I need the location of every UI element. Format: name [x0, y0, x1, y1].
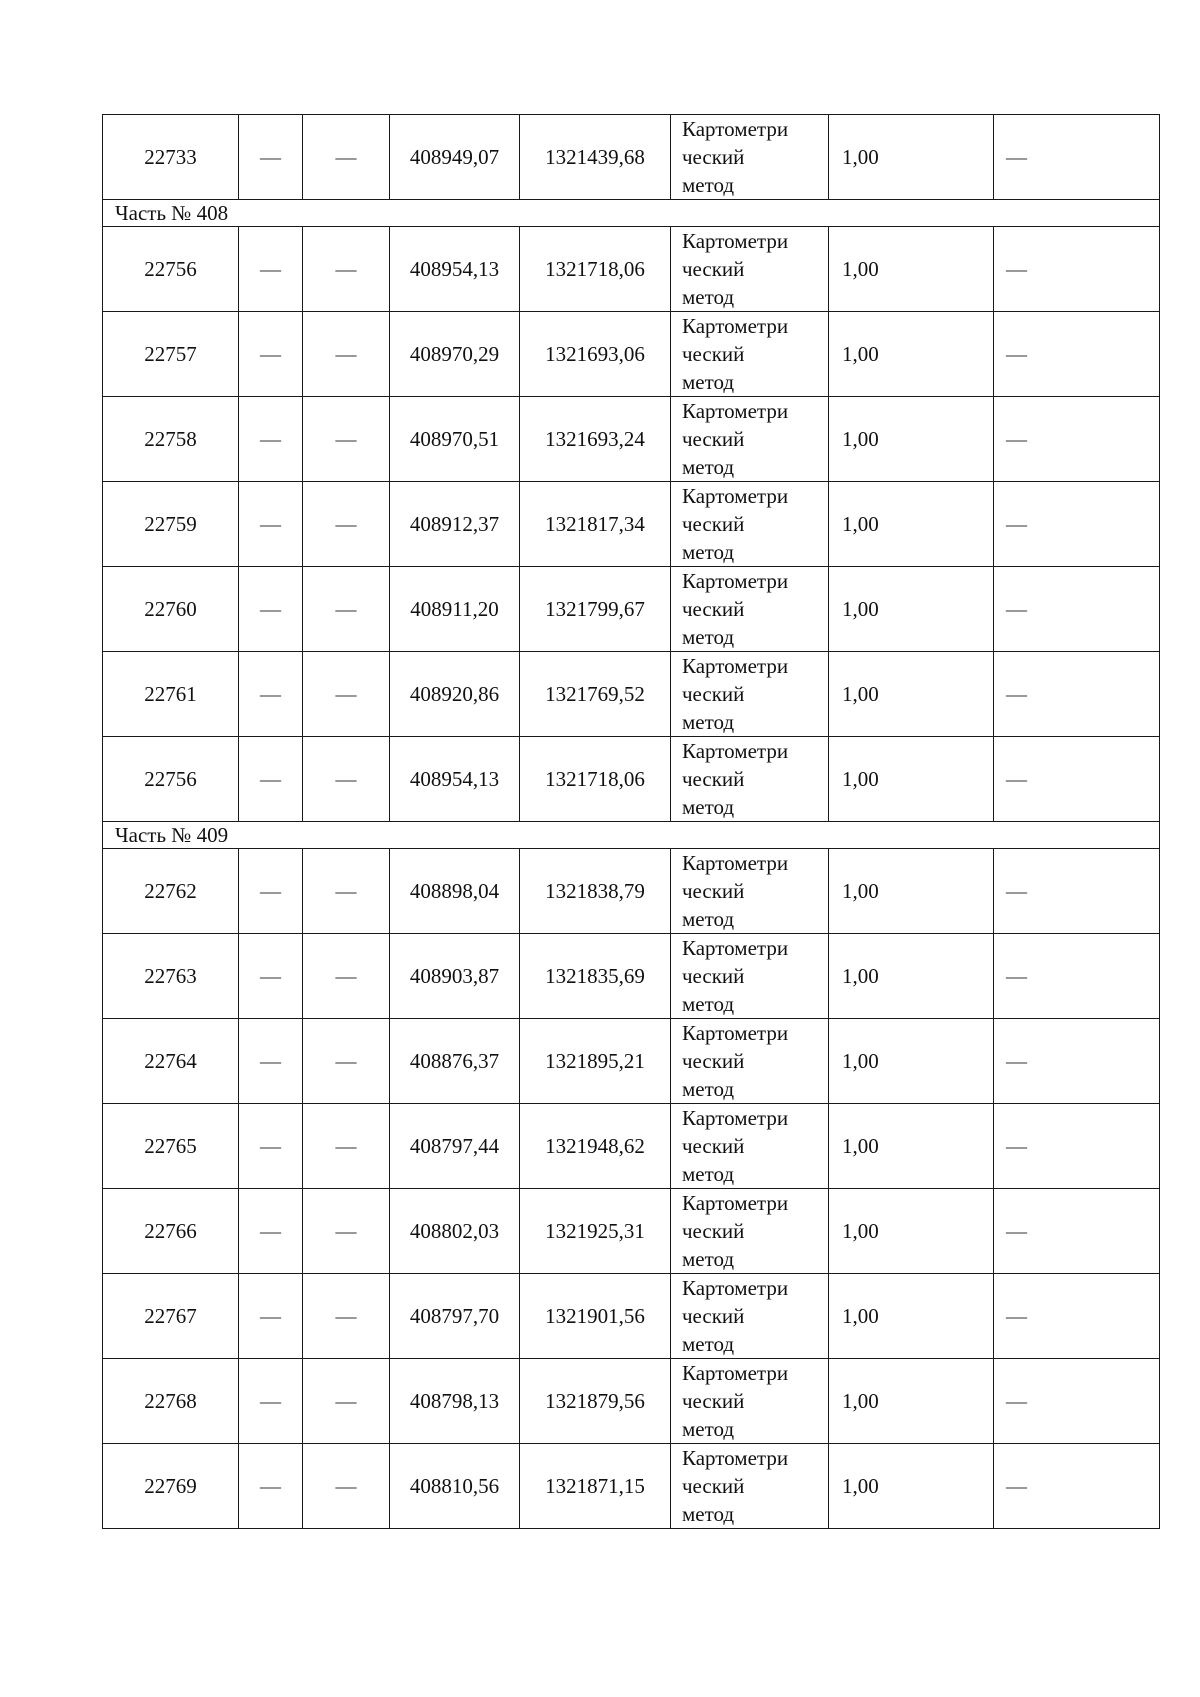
point-number-cell: 22765 [103, 1104, 239, 1189]
part-label: Часть № 408 [103, 200, 1160, 227]
point-number-cell: 22769 [103, 1444, 239, 1529]
method-line: ческий [682, 257, 745, 281]
method-line: метод [682, 795, 735, 819]
method-cell [671, 115, 829, 200]
method-line: метод [682, 285, 735, 309]
table-row [103, 1274, 1160, 1359]
method-line: Картометри [682, 1361, 789, 1385]
y-coordinate-cell: 1321835,69 [520, 934, 671, 1019]
empty-value-cell: — [303, 1444, 390, 1529]
method-line: ческий [682, 512, 745, 536]
empty-value-cell: — [303, 849, 390, 934]
coordinates-table [102, 114, 1160, 1529]
y-coordinate-cell: 1321871,15 [520, 1444, 671, 1529]
method-line: метод [682, 1077, 735, 1101]
empty-value-cell: — [239, 115, 303, 200]
table-body [103, 115, 1160, 1529]
method-line: ческий [682, 767, 745, 791]
empty-value-cell: — [303, 312, 390, 397]
empty-value-cell: — [303, 652, 390, 737]
method-line: метод [682, 370, 735, 394]
empty-value-cell: — [239, 312, 303, 397]
x-coordinate-cell: 408911,20 [390, 567, 520, 652]
method-cell [671, 1359, 829, 1444]
precision-cell: 1,00 [829, 1274, 994, 1359]
empty-value-cell: — [239, 1019, 303, 1104]
precision-cell: 1,00 [829, 1359, 994, 1444]
method-line: Картометри [682, 314, 789, 338]
x-coordinate-cell: 408970,29 [390, 312, 520, 397]
empty-value-cell: — [239, 737, 303, 822]
precision-cell: 1,00 [829, 1189, 994, 1274]
method-line: Картометри [682, 569, 789, 593]
empty-value-cell: — [994, 1444, 1160, 1529]
empty-value-cell: — [994, 227, 1160, 312]
y-coordinate-cell: 1321879,56 [520, 1359, 671, 1444]
method-cell [671, 849, 829, 934]
point-number-cell: 22761 [103, 652, 239, 737]
empty-value-cell: — [239, 482, 303, 567]
table-row [103, 115, 1160, 200]
empty-value-cell: — [303, 397, 390, 482]
method-line: метод [682, 1502, 735, 1526]
method-line: метод [682, 455, 735, 479]
empty-value-cell: — [303, 1104, 390, 1189]
table-row [103, 1359, 1160, 1444]
empty-value-cell: — [994, 397, 1160, 482]
table-row [103, 397, 1160, 482]
method-line: Картометри [682, 654, 789, 678]
point-number-cell: 22733 [103, 115, 239, 200]
table-row [103, 482, 1160, 567]
method-line: метод [682, 173, 735, 197]
method-cell [671, 1189, 829, 1274]
method-line: Картометри [682, 851, 789, 875]
point-number-cell: 22768 [103, 1359, 239, 1444]
method-line: Картометри [682, 399, 789, 423]
empty-value-cell: — [303, 737, 390, 822]
x-coordinate-cell: 408798,13 [390, 1359, 520, 1444]
part-label: Часть № 409 [103, 822, 1160, 849]
method-line: ческий [682, 1134, 745, 1158]
method-line: ческий [682, 879, 745, 903]
method-line: метод [682, 625, 735, 649]
x-coordinate-cell: 408797,70 [390, 1274, 520, 1359]
empty-value-cell: — [303, 1019, 390, 1104]
point-number-cell: 22756 [103, 227, 239, 312]
empty-value-cell: — [994, 312, 1160, 397]
empty-value-cell: — [303, 227, 390, 312]
table-row [103, 1189, 1160, 1274]
method-cell [671, 1104, 829, 1189]
method-cell [671, 397, 829, 482]
method-cell [671, 934, 829, 1019]
point-number-cell: 22764 [103, 1019, 239, 1104]
y-coordinate-cell: 1321925,31 [520, 1189, 671, 1274]
x-coordinate-cell: 408876,37 [390, 1019, 520, 1104]
empty-value-cell: — [303, 482, 390, 567]
precision-cell: 1,00 [829, 737, 994, 822]
method-line: ческий [682, 964, 745, 988]
point-number-cell: 22756 [103, 737, 239, 822]
method-line: Картометри [682, 1191, 789, 1215]
table-row [103, 312, 1160, 397]
method-line: Картометри [682, 484, 789, 508]
method-line: метод [682, 710, 735, 734]
part-header-row [103, 822, 1160, 849]
empty-value-cell: — [994, 482, 1160, 567]
empty-value-cell: — [994, 652, 1160, 737]
table-row [103, 1104, 1160, 1189]
x-coordinate-cell: 408802,03 [390, 1189, 520, 1274]
method-cell [671, 227, 829, 312]
empty-value-cell: — [239, 397, 303, 482]
method-cell [671, 1444, 829, 1529]
point-number-cell: 22758 [103, 397, 239, 482]
empty-value-cell: — [239, 567, 303, 652]
empty-value-cell: — [303, 934, 390, 1019]
method-cell [671, 312, 829, 397]
table-row [103, 849, 1160, 934]
empty-value-cell: — [994, 567, 1160, 652]
precision-cell: 1,00 [829, 652, 994, 737]
y-coordinate-cell: 1321895,21 [520, 1019, 671, 1104]
point-number-cell: 22762 [103, 849, 239, 934]
precision-cell: 1,00 [829, 567, 994, 652]
method-line: Картометри [682, 117, 789, 141]
empty-value-cell: — [994, 737, 1160, 822]
method-line: ческий [682, 1389, 745, 1413]
method-cell [671, 567, 829, 652]
empty-value-cell: — [303, 567, 390, 652]
method-cell [671, 1274, 829, 1359]
y-coordinate-cell: 1321901,56 [520, 1274, 671, 1359]
empty-value-cell: — [239, 1104, 303, 1189]
x-coordinate-cell: 408903,87 [390, 934, 520, 1019]
method-line: Картометри [682, 229, 789, 253]
table-row [103, 1019, 1160, 1104]
point-number-cell: 22760 [103, 567, 239, 652]
point-number-cell: 22767 [103, 1274, 239, 1359]
x-coordinate-cell: 408898,04 [390, 849, 520, 934]
point-number-cell: 22759 [103, 482, 239, 567]
y-coordinate-cell: 1321838,79 [520, 849, 671, 934]
precision-cell: 1,00 [829, 1444, 994, 1529]
empty-value-cell: — [994, 1359, 1160, 1444]
method-line: Картометри [682, 1446, 789, 1470]
method-cell [671, 482, 829, 567]
x-coordinate-cell: 408954,13 [390, 227, 520, 312]
x-coordinate-cell: 408920,86 [390, 652, 520, 737]
empty-value-cell: — [239, 1359, 303, 1444]
method-line: ческий [682, 427, 745, 451]
part-header-row [103, 200, 1160, 227]
precision-cell: 1,00 [829, 849, 994, 934]
precision-cell: 1,00 [829, 397, 994, 482]
table-row [103, 934, 1160, 1019]
empty-value-cell: — [239, 849, 303, 934]
precision-cell: 1,00 [829, 312, 994, 397]
method-line: метод [682, 1417, 735, 1441]
method-line: Картометри [682, 739, 789, 763]
x-coordinate-cell: 408810,56 [390, 1444, 520, 1529]
method-line: метод [682, 1162, 735, 1186]
x-coordinate-cell: 408912,37 [390, 482, 520, 567]
table-row [103, 652, 1160, 737]
empty-value-cell: — [303, 1274, 390, 1359]
method-line: метод [682, 1247, 735, 1271]
precision-cell: 1,00 [829, 934, 994, 1019]
empty-value-cell: — [994, 115, 1160, 200]
x-coordinate-cell: 408970,51 [390, 397, 520, 482]
empty-value-cell: — [239, 934, 303, 1019]
table-row [103, 567, 1160, 652]
empty-value-cell: — [303, 1189, 390, 1274]
method-line: Картометри [682, 1276, 789, 1300]
x-coordinate-cell: 408797,44 [390, 1104, 520, 1189]
method-line: ческий [682, 682, 745, 706]
method-line: ческий [682, 145, 745, 169]
table-row [103, 1444, 1160, 1529]
method-cell [671, 1019, 829, 1104]
table-row [103, 227, 1160, 312]
method-line: Картометри [682, 936, 789, 960]
precision-cell: 1,00 [829, 482, 994, 567]
y-coordinate-cell: 1321693,06 [520, 312, 671, 397]
precision-cell: 1,00 [829, 227, 994, 312]
y-coordinate-cell: 1321439,68 [520, 115, 671, 200]
point-number-cell: 22757 [103, 312, 239, 397]
empty-value-cell: — [994, 1104, 1160, 1189]
precision-cell: 1,00 [829, 115, 994, 200]
empty-value-cell: — [994, 1274, 1160, 1359]
y-coordinate-cell: 1321817,34 [520, 482, 671, 567]
point-number-cell: 22763 [103, 934, 239, 1019]
y-coordinate-cell: 1321718,06 [520, 227, 671, 312]
y-coordinate-cell: 1321693,24 [520, 397, 671, 482]
method-line: ческий [682, 342, 745, 366]
table-row [103, 737, 1160, 822]
method-line: метод [682, 540, 735, 564]
precision-cell: 1,00 [829, 1019, 994, 1104]
empty-value-cell: — [994, 934, 1160, 1019]
empty-value-cell: — [303, 115, 390, 200]
method-line: ческий [682, 1219, 745, 1243]
precision-cell: 1,00 [829, 1104, 994, 1189]
empty-value-cell: — [239, 652, 303, 737]
method-line: ческий [682, 597, 745, 621]
y-coordinate-cell: 1321718,06 [520, 737, 671, 822]
method-line: ческий [682, 1474, 745, 1498]
y-coordinate-cell: 1321799,67 [520, 567, 671, 652]
method-line: метод [682, 992, 735, 1016]
y-coordinate-cell: 1321769,52 [520, 652, 671, 737]
empty-value-cell: — [239, 1444, 303, 1529]
method-line: метод [682, 907, 735, 931]
x-coordinate-cell: 408949,07 [390, 115, 520, 200]
method-line: ческий [682, 1049, 745, 1073]
x-coordinate-cell: 408954,13 [390, 737, 520, 822]
empty-value-cell: — [994, 849, 1160, 934]
empty-value-cell: — [239, 1274, 303, 1359]
method-line: метод [682, 1332, 735, 1356]
empty-value-cell: — [239, 227, 303, 312]
point-number-cell: 22766 [103, 1189, 239, 1274]
method-cell [671, 737, 829, 822]
empty-value-cell: — [239, 1189, 303, 1274]
empty-value-cell: — [994, 1019, 1160, 1104]
method-line: ческий [682, 1304, 745, 1328]
method-cell [671, 652, 829, 737]
empty-value-cell: — [303, 1359, 390, 1444]
y-coordinate-cell: 1321948,62 [520, 1104, 671, 1189]
method-line: Картометри [682, 1106, 789, 1130]
method-line: Картометри [682, 1021, 789, 1045]
empty-value-cell: — [994, 1189, 1160, 1274]
